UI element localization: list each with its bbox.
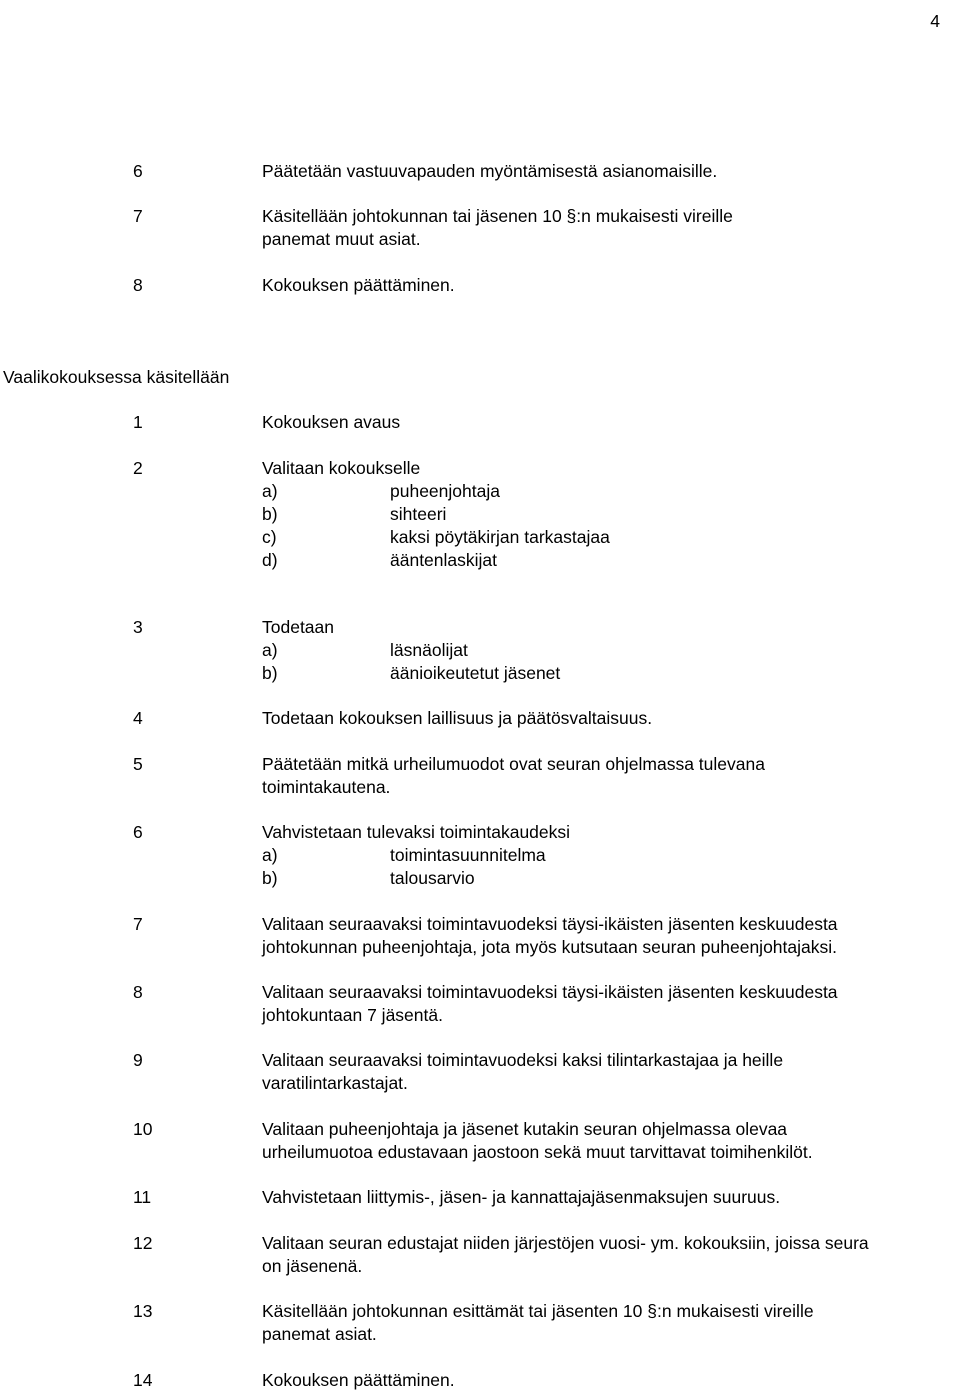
- sub-item-text: läsnäolijat: [390, 640, 468, 660]
- list-item-text: toimintakautena.: [262, 777, 391, 797]
- list-item-text: Todetaan: [262, 617, 335, 637]
- list-item-text: urheilumuotoa edustavaan jaostoon sekä muut tarvittavat toimihenkilöt.: [262, 1142, 813, 1162]
- list-item-number: 11: [133, 1187, 152, 1207]
- list-item-text: Vahvistetaan tulevaksi toimintakaudeksi: [262, 822, 571, 842]
- list-item-text: panemat asiat.: [262, 1324, 377, 1344]
- list-item-number: 6: [133, 822, 143, 842]
- sub-item-text: ääntenlaskijat: [390, 550, 498, 570]
- list-item-text: Käsitellään johtokunnan tai jäsenen 10 §:n mukaisesti vireille: [262, 206, 733, 226]
- list-item-text: on jäsenenä.: [262, 1256, 363, 1276]
- list-item-number: 5: [133, 754, 143, 774]
- list-item-text: johtokuntaan 7 jäsentä.: [262, 1005, 443, 1025]
- list-item-text: varatilintarkastajat.: [262, 1073, 408, 1093]
- list-item-number: 8: [133, 275, 143, 295]
- list-item-number: 2: [133, 458, 143, 478]
- sub-item-text: talousarvio: [390, 868, 475, 888]
- list-item-number: 8: [133, 982, 143, 1002]
- list-item-text: Valitaan kokoukselle: [262, 458, 421, 478]
- list-item-text: Päätetään mitkä urheilumuodot ovat seuran ohjelmassa tulevana: [262, 754, 765, 774]
- section-heading: Vaalikokouksessa käsitellään: [3, 367, 230, 387]
- list-item-number: 7: [133, 914, 143, 934]
- page-number: 4: [930, 11, 940, 31]
- list-item-number: 9: [133, 1050, 143, 1070]
- list-item-text: Valitaan seuraavaksi toimintavuodeksi kaksi tilintarkastajaa ja heille: [262, 1050, 784, 1070]
- sub-item-label: a): [262, 481, 278, 501]
- list-item-number: 7: [133, 206, 143, 226]
- sub-item-label: a): [262, 845, 278, 865]
- sub-item-text: sihteeri: [390, 504, 447, 524]
- list-item-text: Vahvistetaan liittymis-, jäsen- ja kannattajajäsenmaksujen suuruus.: [262, 1187, 781, 1207]
- list-item-text: Kokouksen päättäminen.: [262, 1370, 455, 1390]
- sub-item-label: d): [262, 550, 278, 570]
- sub-item-text: puheenjohtaja: [390, 481, 500, 501]
- sub-item-label: b): [262, 868, 278, 888]
- list-item-text: Päätetään vastuuvapauden myöntämisestä asianomaisille.: [262, 161, 718, 181]
- list-item-text: Valitaan seuran edustajat niiden järjestöjen vuosi- ym. kokouksiin, joissa seura: [262, 1233, 869, 1253]
- sub-item-text: äänioikeutetut jäsenet: [390, 663, 561, 683]
- list-item-number: 1: [133, 412, 143, 432]
- sub-item-text: kaksi pöytäkirjan tarkastajaa: [390, 527, 610, 547]
- list-item-number: 12: [133, 1233, 153, 1253]
- list-item-number: 6: [133, 161, 143, 181]
- sub-item-label: b): [262, 663, 278, 683]
- sub-item-label: a): [262, 640, 278, 660]
- list-item-text: Käsitellään johtokunnan esittämät tai jäsenten 10 §:n mukaisesti vireille: [262, 1301, 814, 1321]
- list-item-text: Valitaan puheenjohtaja ja jäsenet kutakin seuran ohjelmassa olevaa: [262, 1119, 788, 1139]
- sub-item-text: toimintasuunnitelma: [390, 845, 546, 865]
- list-item-number: 10: [133, 1119, 153, 1139]
- list-item-text: Todetaan kokouksen laillisuus ja päätösvaltaisuus.: [262, 708, 653, 728]
- list-item-number: 4: [133, 708, 143, 728]
- list-item-text: johtokunnan puheenjohtaja, jota myös kutsutaan seuran puheenjohtajaksi.: [262, 937, 837, 957]
- list-item-number: 3: [133, 617, 143, 637]
- sub-item-label: c): [262, 527, 277, 547]
- sub-item-label: b): [262, 504, 278, 524]
- list-item-text: Valitaan seuraavaksi toimintavuodeksi täysi-ikäisten jäsenten keskuudesta: [262, 982, 838, 1002]
- list-item-text: Kokouksen avaus: [262, 412, 401, 432]
- list-item-number: 13: [133, 1301, 153, 1321]
- list-item-text: panemat muut asiat.: [262, 229, 421, 249]
- list-item-text: Valitaan seuraavaksi toimintavuodeksi täysi-ikäisten jäsenten keskuudesta: [262, 914, 838, 934]
- list-item-text: Kokouksen päättäminen.: [262, 275, 455, 295]
- list-item-number: 14: [133, 1370, 153, 1390]
